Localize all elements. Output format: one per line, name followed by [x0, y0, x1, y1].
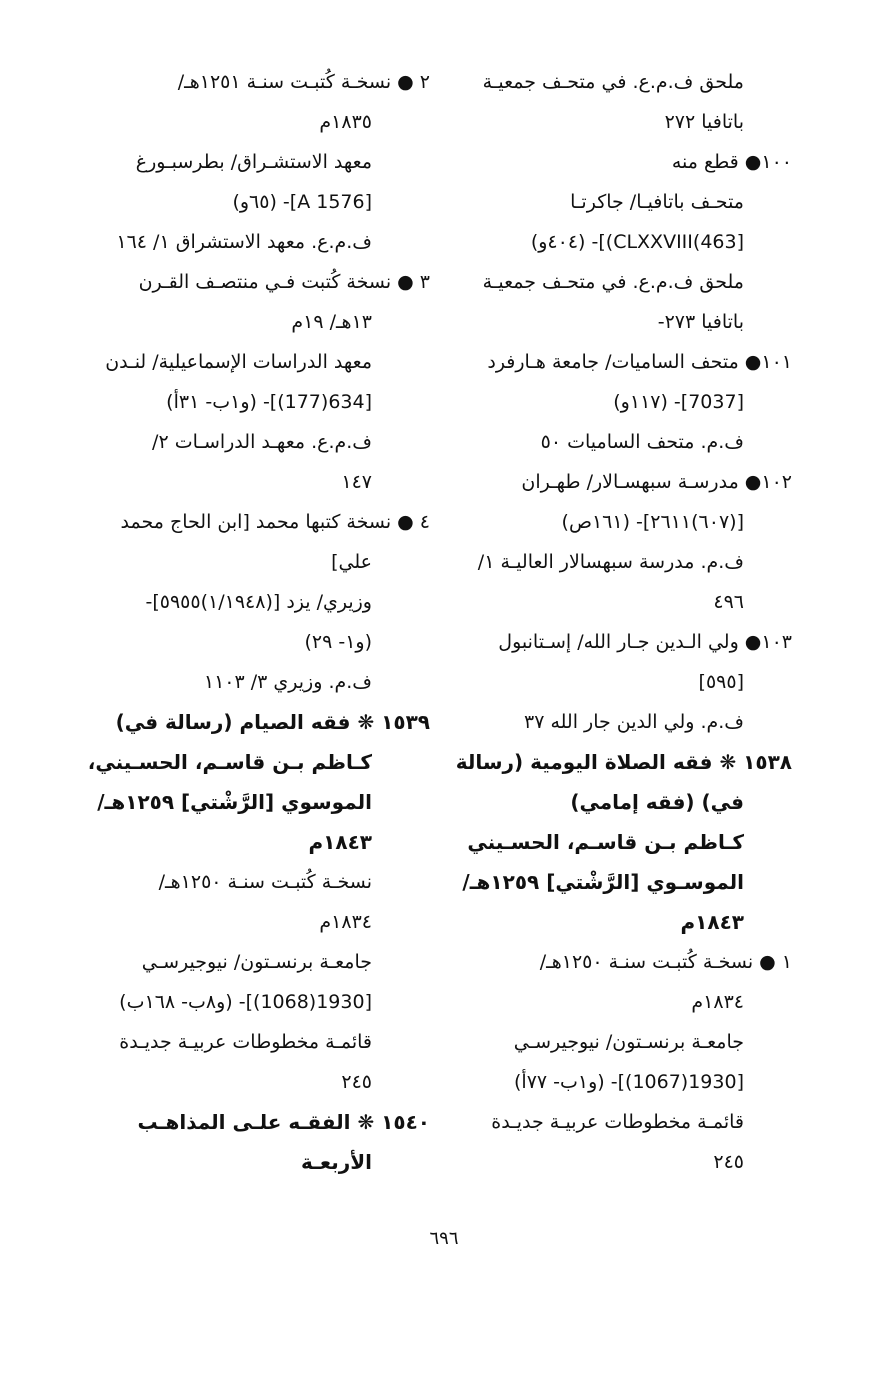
- right-column-line: [7037]- (١١٧و): [613, 391, 744, 413]
- right-column-line: الموسـوي [الرَّشْتي] ١٢٥٩هـ/: [462, 870, 744, 894]
- left-column-line: الأربعـة: [300, 1150, 372, 1174]
- right-column-line: ١ ● نسخـة كُتبـت سنـة ١٢٥٠هـ/: [539, 951, 792, 973]
- right-column-line: [(٦٠٧)٢٦١١]- (١٦١ص): [561, 511, 744, 533]
- page-number: ٦٩٦: [429, 1228, 459, 1249]
- right-column-line: ١٥٣٨ ❋ فقه الصلاة اليومية (رسالة: [455, 750, 792, 774]
- left-column-line: [634(177)]- (و١ب- ٣١أ): [166, 391, 372, 413]
- left-column-line: معهد الاستشـراق/ بطرسبـورغ: [135, 151, 372, 173]
- right-column-line: متحـف باتافيـا/ جاكرتـا: [570, 191, 744, 213]
- left-column-line: ٢٤٥: [341, 1071, 372, 1093]
- left-column-line: ١٤٧: [341, 471, 372, 493]
- left-column-line: كـاظم بـن قاسـم، الحسـيني،: [87, 750, 372, 774]
- right-column-line: ١٨٣٤م: [691, 991, 744, 1013]
- right-column-line: ف.م. مدرسة سبهسالار العاليـة ١/: [477, 551, 744, 573]
- left-column-line: ١٣هـ/ ١٩م: [291, 311, 372, 333]
- left-column-line: وزيري/ يزد [(١/١٩٤٨)٥٩٥٥]-: [145, 591, 372, 613]
- right-column: [452, 62, 802, 1182]
- left-column-line: معهد الدراسات الإسماعيلية/ لنـدن: [105, 351, 372, 373]
- right-column-line: باتافيا ٢٧٣-: [657, 311, 744, 333]
- left-column-line: ١٨٣٥م: [319, 111, 372, 133]
- right-column-line: ١٠٢● مدرسـة سبهسـالار/ طهـران: [521, 471, 792, 493]
- left-column-line: ف.م.ع. معهـد الدراسـات ٢/: [152, 431, 372, 453]
- left-column-line: ١٨٤٣م: [308, 830, 372, 854]
- right-column-line: ٤٩٦: [713, 591, 744, 613]
- right-column-line: باتافيا ٢٧٢: [664, 111, 744, 133]
- left-column-line: ١٥٤٠ ❋ الفقـه علـى المذاهـب: [137, 1110, 430, 1134]
- left-column-line: الموسوي [الرَّشْتي] ١٢٥٩هـ/: [97, 790, 372, 814]
- left-column-line: ١٥٣٩ ❋ فقه الصيام (رسالة في): [115, 710, 430, 734]
- right-column-line: ١٨٤٣م: [680, 910, 744, 934]
- right-column-line: ١٠٠● قطع منه: [671, 151, 792, 173]
- left-column-line: [1930(1068)]- (و٨ب- ١٦٨ب): [119, 991, 372, 1013]
- right-column-line: [٥٩٥]: [698, 671, 744, 693]
- right-column-line: جامعـة برنسـتون/ نيوجيرسـي: [513, 1031, 744, 1053]
- left-column-line: [A 1576]- (٦٥و): [232, 191, 372, 213]
- right-column-line: ١٠١● متحف الساميات/ جامعة هـارفرد: [487, 351, 792, 373]
- right-column-line: ملحق ف.م.ع. في متحـف جمعيـة: [482, 271, 744, 293]
- left-column-line: جامعـة برنسـتون/ نيوجيرسـي: [141, 951, 372, 973]
- left-column-line: ٢ ● نسخـة كُتبـت سنـة ١٢٥١هـ/: [177, 71, 430, 93]
- right-column-line: ف.م. ولي الدين جار الله ٣٧: [523, 711, 744, 733]
- left-column-line: (و١- ٢٩): [304, 631, 372, 653]
- right-column-line: كـاظم بـن قاسـم، الحسـيني: [467, 830, 744, 854]
- left-column-line: ٣ ● نسخة كُتبت فـي منتصـف القـرن: [138, 271, 430, 293]
- left-column-line: قائمـة مخطوطات عربيـة جديـدة: [119, 1031, 372, 1053]
- left-column: [64, 62, 430, 1182]
- right-column-line: [463)CLXXVIII)]- (٤٠٤و): [530, 231, 744, 253]
- right-column-line: [1930(1067)]- (و١ب- ٧٧أ): [513, 1071, 744, 1093]
- right-column-line: ف.م. متحف الساميات ٥٠: [540, 431, 744, 453]
- right-column-line: ٢٤٥: [713, 1151, 744, 1173]
- right-column-line: ١٠٣● ولي الـدين جـار الله/ إسـتانبول: [498, 631, 792, 653]
- left-column-line: ف.م.ع. معهد الاستشراق ١/ ١٦٤: [116, 231, 372, 253]
- right-column-line: في) (فقه إمامي): [570, 790, 744, 814]
- left-column-line: نسخـة كُتبـت سنـة ١٢٥٠هـ/: [158, 871, 372, 893]
- right-column-line: ملحق ف.م.ع. في متحـف جمعيـة: [482, 71, 744, 93]
- left-column-line: علي]: [331, 551, 372, 573]
- right-column-line: قائمـة مخطوطات عربيـة جديـدة: [491, 1111, 744, 1133]
- left-column-line: ف.م. وزيري ٣/ ١١٠٣: [203, 671, 372, 693]
- left-column-line: ٤ ● نسخة كتبها محمد [ابن الحاج محمد: [120, 511, 430, 533]
- left-column-line: ١٨٣٤م: [319, 911, 372, 933]
